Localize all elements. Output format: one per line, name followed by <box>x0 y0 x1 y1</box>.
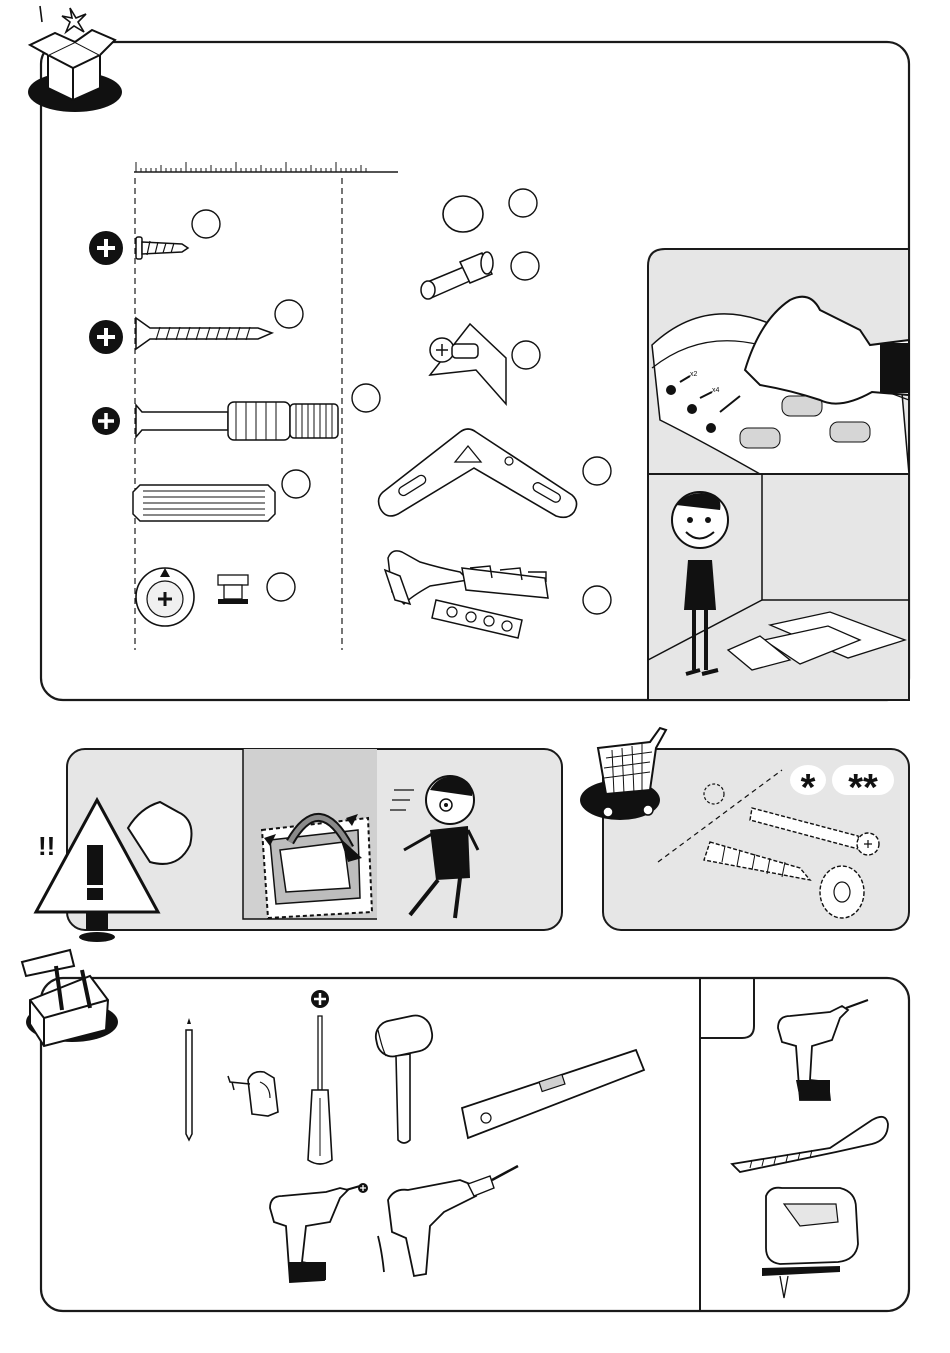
double-asterisk-mark: ** <box>848 767 878 809</box>
single-asterisk-mark: * <box>800 767 816 809</box>
required-tools-panel <box>22 950 909 1311</box>
inset-parts-guide <box>648 249 909 474</box>
guide-label-x2: x2 <box>690 371 698 378</box>
unanchored-shelf-tipping <box>262 814 372 918</box>
separately-purchased-fixings-panel <box>580 728 909 930</box>
pencil-tool <box>186 1018 192 1140</box>
toolbox-icon <box>22 950 118 1046</box>
exclamation-marks: !! <box>38 831 56 861</box>
parts-panel <box>28 6 909 700</box>
inset-happy-assembler <box>648 474 909 700</box>
wall-anchoring-warning-panel <box>36 749 562 942</box>
shopping-cart-icon <box>580 728 666 820</box>
guide-label-x4: x4 <box>712 387 720 394</box>
